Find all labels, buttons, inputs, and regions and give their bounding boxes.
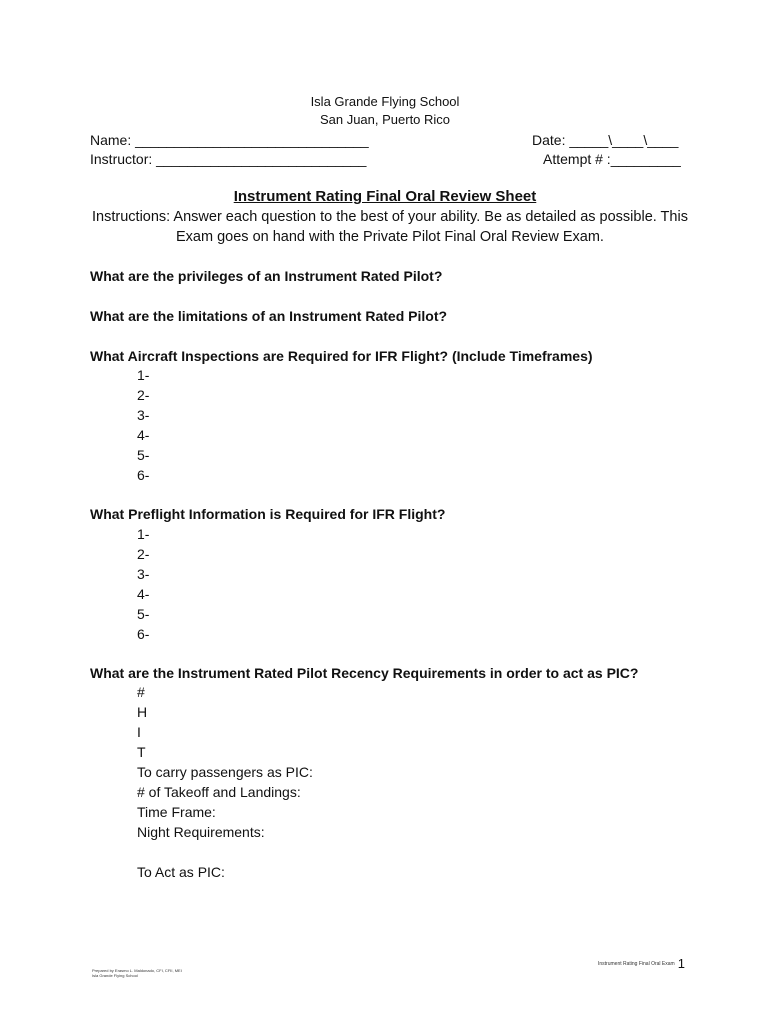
list-item: 5-: [137, 606, 150, 622]
list-item: Time Frame:: [137, 804, 216, 820]
school-city: San Juan, Puerto Rico: [319, 112, 451, 127]
question-recency: What are the Instrument Rated Pilot Recency Requirements in order to act as PIC?: [90, 665, 639, 681]
sheet-title: Instrument Rating Final Oral Review Sheet: [233, 188, 537, 205]
list-item: To carry passengers as PIC:: [137, 764, 313, 780]
recency-list: [137, 682, 313, 882]
list-item: #: [137, 684, 145, 700]
list-item: T: [137, 744, 146, 760]
list-item: 6-: [137, 467, 150, 483]
list-item: 1-: [137, 367, 150, 383]
list-item: # of Takeoff and Landings:: [137, 784, 301, 800]
list-item: 1-: [137, 526, 150, 542]
footer-page-info: [598, 955, 685, 973]
list-item: 6-: [137, 626, 150, 642]
list-item: 4-: [137, 427, 150, 443]
list-item: 2-: [137, 546, 150, 562]
list-item: 3-: [137, 407, 150, 423]
instructions-text: Instructions: Answer each question to the best of your ability. Be as detailed as possible. This Exam goes on hand with the Private Pilot Final Oral Review Exam.: [92, 209, 688, 245]
list-item: Night Requirements:: [137, 824, 265, 840]
attempt-field-label: Attempt # :_________: [543, 151, 681, 167]
list-item: 3-: [137, 566, 150, 582]
name-field-label: Name: ______________________________: [90, 132, 369, 148]
instructor-field-label: Instructor: ___________________________: [90, 151, 367, 167]
footer-credit-line: Prepared by Erasmo L. Maldonado, CFI, CFII, MEI: [92, 968, 182, 973]
list-item: H: [137, 704, 148, 720]
list-item: 2-: [137, 387, 150, 403]
question-privileges: What are the privileges of an Instrument Rated Pilot?: [90, 268, 443, 284]
preflight-list: [137, 524, 149, 644]
date-field-label: Date: _____\____\____: [532, 132, 679, 148]
question-preflight: What Preflight Information is Required for IFR Flight?: [90, 506, 446, 522]
footer-doc-title: Instrument Rating Final Oral Exam: [598, 960, 675, 967]
question-inspections: What Aircraft Inspections are Required for IFR Flight? (Include Timeframes): [90, 348, 593, 364]
list-item: To Act as PIC:: [137, 864, 225, 880]
list-item: 5-: [137, 447, 150, 463]
school-name: Isla Grande Flying School: [310, 94, 460, 109]
list-item: 4-: [137, 586, 150, 602]
list-item: I: [137, 724, 141, 740]
footer-credit-line: Isla Grande Flying School: [92, 973, 138, 978]
list-item: [137, 842, 313, 862]
page-number: 1: [677, 956, 685, 972]
question-limitations: What are the limitations of an Instrument Rated Pilot?: [90, 308, 448, 324]
inspections-list: [137, 365, 149, 485]
footer-credit: [92, 968, 182, 978]
